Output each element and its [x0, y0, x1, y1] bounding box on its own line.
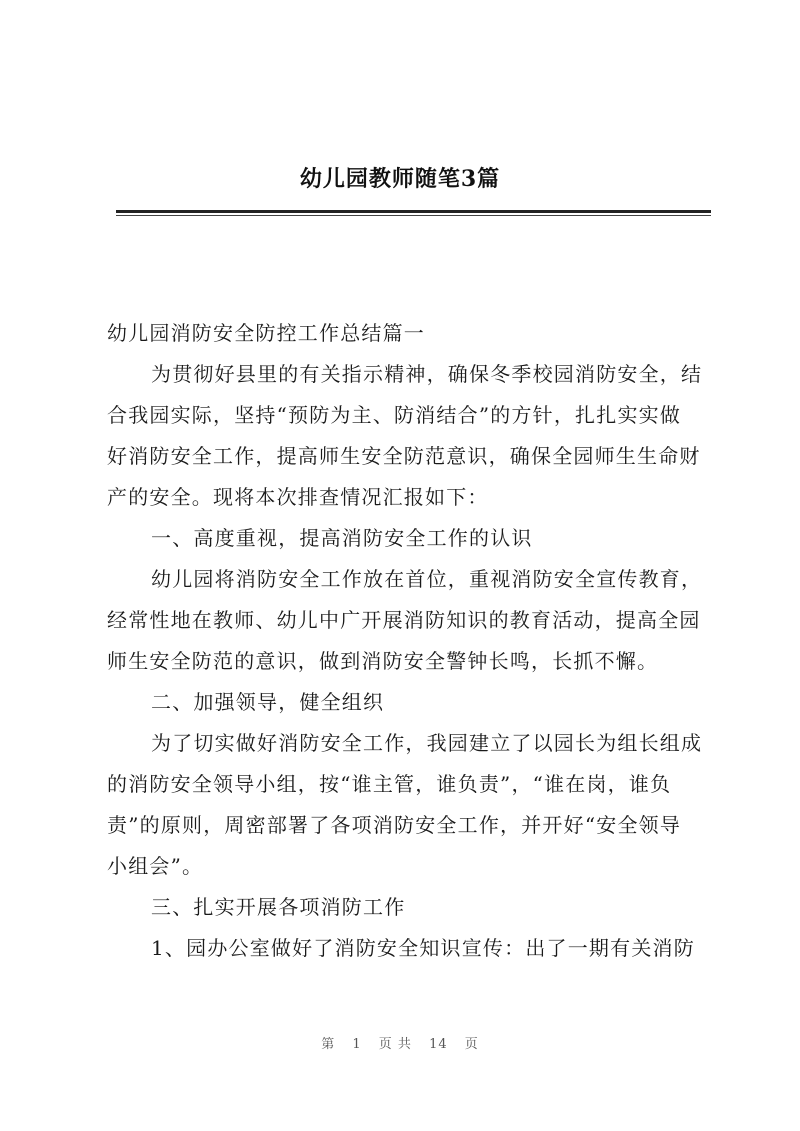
- paragraph-line: 合我园实际，坚持“预防为主、防消结合”的方针，扎扎实实做: [107, 403, 682, 427]
- paragraph-line: 为了切实做好消防安全工作，我园建立了以园长为组长组成: [151, 731, 703, 755]
- document-body: [107, 313, 713, 969]
- paragraph-line: 师生安全防范的意识，做到消防安全警钟长鸣，长抓不懈。: [107, 649, 659, 673]
- paragraph-line: 幼儿园将消防安全工作放在首位，重视消防安全宣传教育，: [151, 567, 703, 591]
- paragraph-line: 为贯彻好县里的有关指示精神，确保冬季校园消防安全，结: [151, 362, 703, 386]
- paragraph-line: 的消防安全领导小组，按“谁主管，谁负责”，“谁在岗，谁负: [107, 772, 672, 796]
- paragraph-line: 产的安全。现将本次排查情况汇报如下：: [107, 485, 489, 509]
- footer-page-number: 1: [352, 1037, 362, 1052]
- paragraph-line: 好消防安全工作，提高师生安全防范意识，确保全园师生生命财: [107, 444, 701, 468]
- section-heading: 幼儿园消防安全防控工作总结篇一: [107, 321, 425, 345]
- footer-mid: 页 共: [378, 1037, 412, 1052]
- subheading: 二、加强领导，健全组织: [151, 690, 385, 714]
- subheading: 一、高度重视，提高消防安全工作的认识: [151, 526, 533, 550]
- footer-total-pages: 14: [429, 1037, 448, 1052]
- footer-prefix: 第: [321, 1037, 336, 1052]
- page-title: 幼儿园教师随笔3篇: [299, 166, 501, 192]
- paragraph-line: 责”的原则，周密部署了各项消防安全工作，并开好“安全领导: [107, 813, 682, 837]
- paragraph-line: 小组会”。: [107, 854, 204, 878]
- paragraph-line: 经常性地在教师、幼儿中广开展消防知识的教育活动，提高全园: [107, 608, 701, 632]
- page-footer: [0, 1033, 800, 1052]
- subheading: 三、扎实开展各项消防工作: [151, 895, 406, 919]
- title-divider-thin: [116, 215, 711, 216]
- paragraph-line: 1、园办公室做好了消防安全知识宣传：出了一期有关消防: [151, 936, 695, 960]
- footer-suffix: 页: [464, 1037, 479, 1052]
- title-divider: [116, 210, 711, 213]
